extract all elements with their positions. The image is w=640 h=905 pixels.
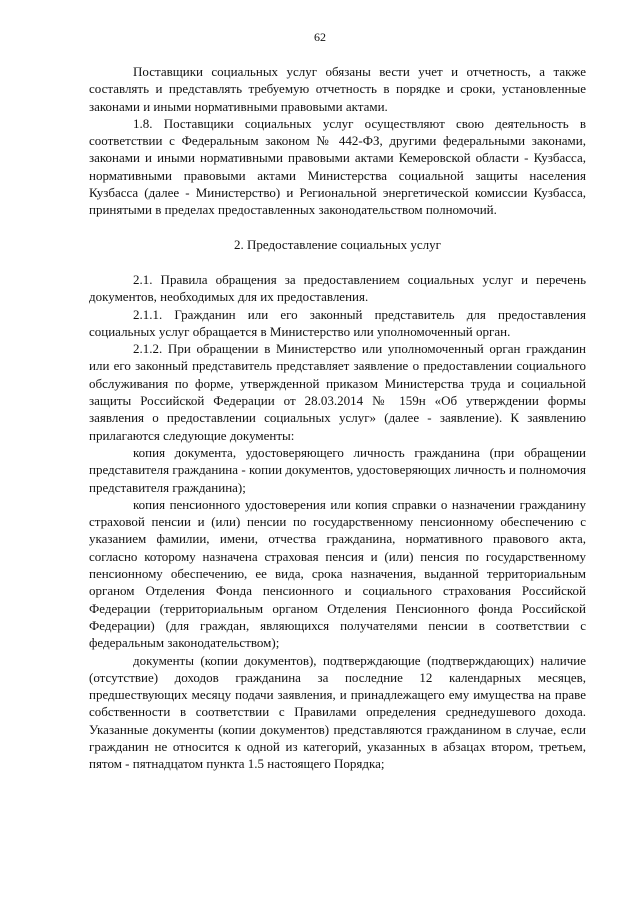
page-number: 62 — [314, 30, 326, 44]
paragraph: Поставщики социальных услуг обязаны вести учет и отчетность, а также составлять и представлять требуемую отчетность в порядке и сроки, установленные законами и иными нормативными правовыми актами. — [89, 64, 586, 114]
document-body — [89, 63, 586, 773]
section-heading: 2. Предоставление социальных услуг — [234, 236, 441, 252]
paragraph: 2.1.2. При обращении в Министерство или уполномоченный орган гражданин или его законный представитель представляет заявление о предоставлении социального обслуживания по форме, утвержденной приказом Министерства труда и социальной защиты Российской Федерации от 28.03.2014 № 159н «Об утверждении формы заявления о предоставлении социальных услуг» (далее - заявление). К заявлению прилагаются следующие документы: — [89, 341, 586, 443]
paragraph: 2.1.1. Гражданин или его законный представитель для предоставления социальных услуг обращается в Министерство или уполномоченный орган. — [89, 306, 586, 339]
list-paragraph: документы (копии документов), подтверждающие (подтверждающих) наличие (отсутствие) доходов гражданина за последние 12 календарных месяцев, предшествующих месяцу подачи заявления, и принадлежащего ему имущества на праве собственности в соответствии с Правилами определения среднедушевого дохода. Указанные документы (копии документов) представляются гражданином в случае, если гражданин не относится к одной из категорий, указанных в абзацах втором, третьем, пятом - пятнадцатом пункта 1.5 настоящего Порядка; — [89, 652, 586, 772]
paragraph: 2.1. Правила обращения за предоставлением социальных услуг и перечень документов, необходимых для их предоставления. — [89, 271, 586, 305]
list-paragraph: копия документа, удостоверяющего личность гражданина (при обращении представителя гражданина - копии документов, удостоверяющих личность и полномочия представителя гражданина); — [89, 444, 586, 495]
list-paragraph: копия пенсионного удостоверения или копия справки о назначении гражданину страховой пенсии и (или) пенсии по государственному пенсионному обеспечению с указанием фамилии, имени, отчества гражданина, нормативного правового акта, согласно которому назначена страховая пенсия и (или) пенсия по государственному пенсионному обеспечению, ее вида, срока назначения, выданной территориальным органом Отделения Фонда пенсионного и социального страхования Российской Федерации (территориальным органом Отделения Пенсионного фонда Российской Федерации) (для граждан, являющихся получателями пенсии в соответствии с федеральным законодательством); — [89, 496, 586, 651]
paragraph: 1.8. Поставщики социальных услуг осуществляют свою деятельность в соответствии с Федеральным законом № 442-ФЗ, другими федеральными законами, законами и иными нормативными правовыми актами Кемеровской области - Кузбасса, нормативными правовыми актами Министерства социальной защиты населения Кузбасса (далее - Министерство) и Региональной энергетической комиссии Кузбасса, принятыми в пределах предоставленных законодательством полномочий. — [89, 115, 586, 218]
